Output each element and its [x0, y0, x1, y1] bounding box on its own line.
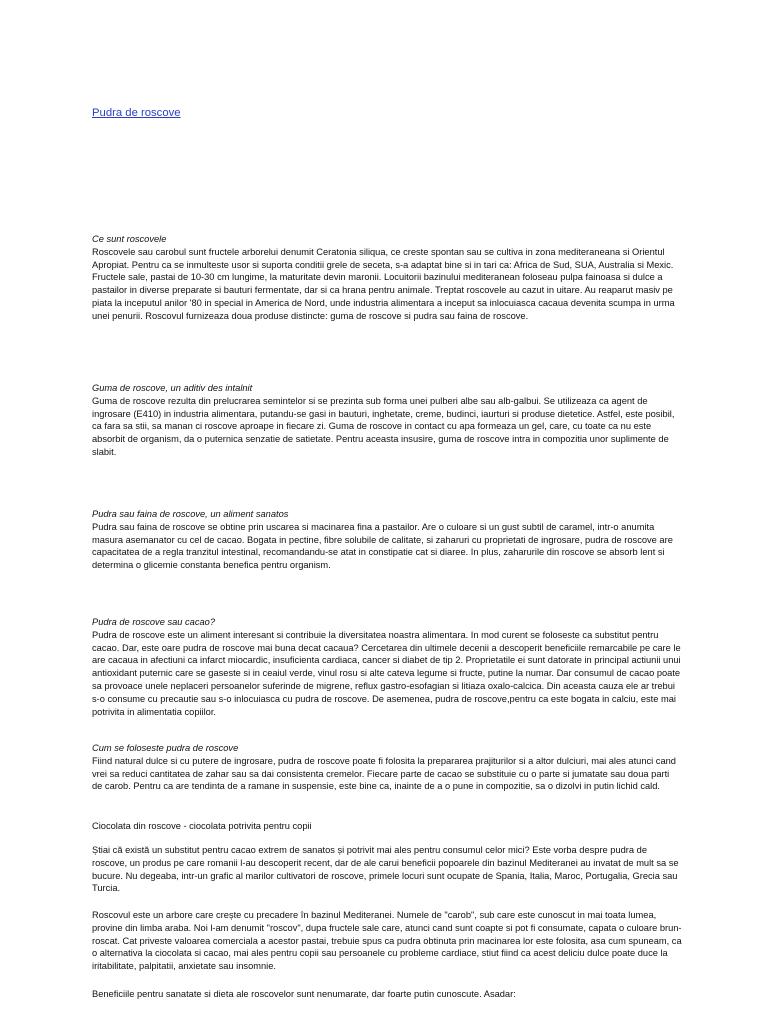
section-heading: Cum se foloseste pudra de roscove [92, 743, 239, 753]
section-ce-sunt-roscovele [92, 233, 682, 323]
document-title-link[interactable]: Pudra de roscove [92, 107, 181, 119]
paragraph-text: Beneficiile pentru sanatate si dieta ale roscovelor sunt nenumarate, dar foarte putin cunoscute. Asadar: [92, 989, 516, 999]
paragraph-text: Știai că există un substitut pentru cacao extrem de sanatos și potrivit mai ales pentru consumul celor mici? Este vorba despre pudra de roscove, un produs pe care romanii l-au descoperit recent, dar de ale carui beneficii popoarele din bazinul Mediteranei au invatat de mult sa se bucure. Nu degeaba, intr-un grafic al marilor cultivatori de roscove, primele locuri sunt ocupate de Spania, Italia, Maroc, Portugalia, Grecia sau Turcia. [92, 845, 679, 894]
section-guma-de-roscove [92, 382, 682, 459]
subheading-text: Ciocolata din roscove - ciocolata potrivita pentru copii [92, 821, 312, 831]
section-pudra-sau-faina [92, 508, 682, 572]
paragraph-text: Roscovul este un arbore care crește cu precadere în bazinul Mediteranei. Numele de "carob", sub care este cunoscut in mai toata lumea, provine din limba araba. Noi l-am denumit "roscov", dupa fructele sale care, atunci cand sunt coapte si pot fi consumate, capata o culoare brun-roscat. Cat priveste valoarea comerciala a acestor pastai, trebuie spus ca pudra obtinuta prin macinarea lor este folosita, asa cum spuneam, ca o alternativa la ciocolata si cacao, mai ales pentru copii sau persoanele cu probleme cardiace, stiut fiind ca acest deliciu dulce poate duce la iritabilitate, palpitatii, anxietate sau insomnie. [92, 910, 682, 972]
section-heading: Guma de roscove, un aditiv des intalnit [92, 383, 253, 393]
section-pudra-sau-cacao [92, 616, 682, 718]
paragraph-beneficiile [92, 988, 682, 1001]
section-body: Fiind natural dulce si cu putere de ingrosare, pudra de roscove poate fi folosita la prepararea prajiturilor si a altor dulciuri, mai ales atunci cand vrei sa reduci cantitatea de zahar sau sa dai consistenta cremelor. Fiecare parte de cacao se substituie cu o parte si jumatate sau doua parti de carob. Pentru ca are tendinta de a ramane in suspensie, este bine ca, inainte de a o pune in compozitie, sa o dizolvi in putin lichid cald. [92, 755, 676, 792]
section-cum-se-foloseste [92, 742, 682, 793]
section-body: Pudra de roscove este un aliment interesant si contribuie la diversitatea noastra alimentara. In mod curent se foloseste ca substitut pentru cacao. Dar, este oare pudra de roscove mai buna decat cacaua? Cercetarea din ultimele decenii a descoperit beneficiile remarcabile pe care le are cacaua in afectiuni ca infarct miocardic, insuficienta cardiaca, cancer si diabet de tip 2. Proprietatile ei sunt datorate in principal actiunii unui antioxidant puternic care se gaseste si in ceaiul verde, vinul rosu si alte cateva legume si fructe, putine la numar. Dar consumul de cacao poate sa provoace unele neplaceri persoanelor suferinde de migrene, reflux gastro-esofagian si litiaza oxalo-calcica. Din aceasta cauza ele ar trebui s-o consume cu precautie sau s-o inlocuiasca cu pudra de roscove. De asemenea, pudra de roscove,pentru ca este bogata in calciu, este mai potrivita in alimentatia copiilor. [92, 629, 681, 717]
section-body: Pudra sau faina de roscove se obtine prin uscarea si macinarea fina a pastailor. Are o culoare si un gust subtil de caramel, intr-o anumita masura asemanator cu cel de cacao. Bogata in pectine, fibre solubile de calitate, si zaharuri cu proprietati de ingrosare, pudra de roscove are capacitatea de a regla tranzitul intestinal, recomandandu-se atat in constipatie cat si diaree. In plus, zaharurile din roscove se absorb lent si determina o glicemie constanta benefica pentru organism. [92, 521, 673, 571]
subheading-ciocolata [92, 820, 682, 833]
section-heading: Ce sunt roscovele [92, 234, 167, 244]
section-heading: Pudra sau faina de roscove, un aliment sanatos [92, 509, 289, 519]
section-heading: Pudra de roscove sau cacao? [92, 617, 216, 627]
paragraph-stiai [92, 844, 682, 895]
section-body: Guma de roscove rezulta din prelucrarea semintelor si se prezinta sub forma unei pulberi albe sau alb-galbui. Se utilizeaza ca agent de ingrosare (E410) in industria alimentara, putandu-se gasi in bauturi, inghetate, creme, budinci, iaurturi si produse dietetice. Astfel, este posibil, ca fara sa stii, sa manan ci roscove aproape in fiecare zi. Guma de roscove in contact cu apa formeaza un gel, care, cu toate ca nu este absorbit de organism, da o puternica senzatie de satietate. Pentru aceasta insusire, guma de roscove intra in compozitia unor suplimente de slabit. [92, 395, 675, 457]
section-body: Roscovele sau carobul sunt fructele arborelui denumit Ceratonia siliqua, ce creste spontan sau se cultiva in zona mediteraneana si Orientul Apropiat. Pentru ca se inmulteste usor si suporta conditii grele de seceta, s-a adaptat bine si in tari ca: Africa de Sud, SUA, Australia si Mexic. Fructele sale, pastai de 10-30 cm lungime, la maturitate devin maronii. Locuitorii bazinului mediteranean foloseau pulpa fainoasa si dulce a pastailor in diverse preparate si bauturi fermentate, dar si ca hrana pentru animale. Treptat roscovele au cazut in uitare. Au reaparut masiv pe piata la inceputul anilor '80 in special in America de Nord, unde industria alimentara a inceput sa inlocuiasca cacaua devenita scumpa in urma unei penurii. Roscovul furnizeaza doua produse distincte: guma de roscove si pudra sau faina de roscove. [92, 246, 675, 321]
paragraph-roscovul [92, 909, 682, 973]
document-page [92, 103, 682, 999]
